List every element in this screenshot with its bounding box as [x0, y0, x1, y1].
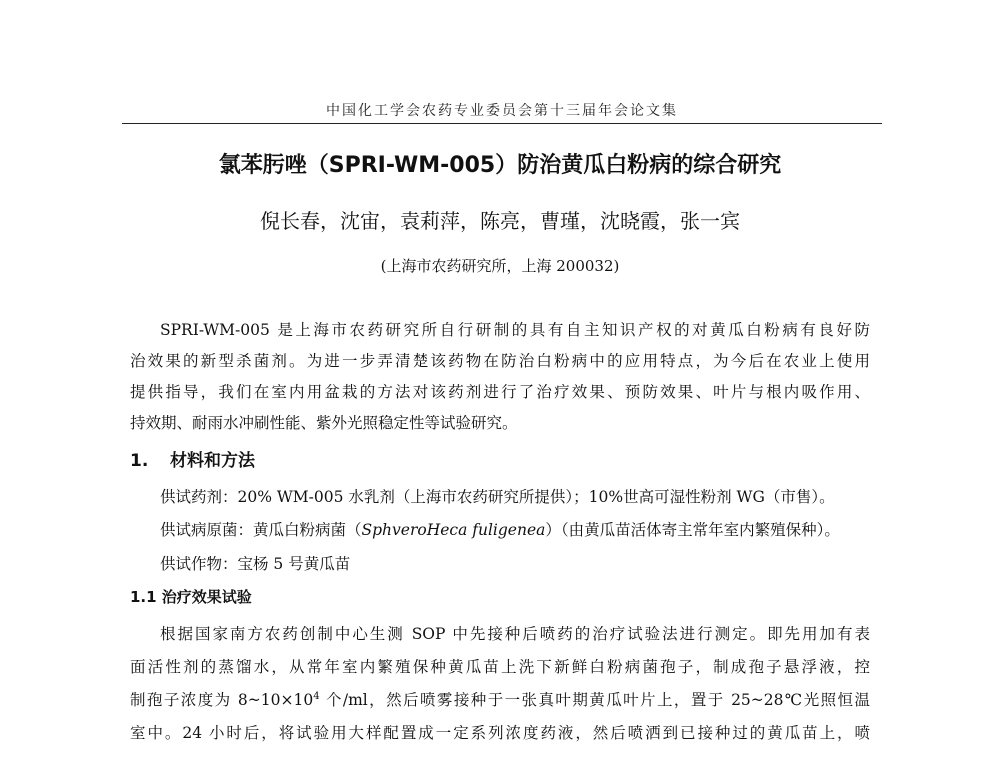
proceedings-header: 中国化工学会农药专业委员会第十三届年会论文集 [326, 103, 678, 119]
subsection-heading: 1.1 治疗效果试验 [130, 588, 252, 606]
intro-line-1: SPRI-WM-005 是上海市农药研究所自行研制的具有自主知识产权的对黄瓜白粉病有良好防 [160, 321, 870, 339]
pathogen-suffix: ）（由黄瓜苗活体寄主常年室内繁殖保种）。 [545, 521, 840, 539]
material-agent: 供试药剂：20% WM-005 水乳剂（上海市农药研究所提供）；10%世高可湿性粉剂 WG（市售）。 [160, 488, 835, 506]
exponent: 4 [313, 690, 320, 702]
paper-title: 氯苯肟唑（SPRI-WM-005）防治黄瓜白粉病的综合研究 [218, 153, 782, 178]
method-line-1: 根据国家南方农药创制中心生测 SOP 中先接种后喷药的治疗试验法进行测定。即先用加有表 [160, 625, 870, 643]
affiliation: (上海市农药研究所，上海 200032) [380, 257, 620, 275]
pathogen-prefix: 供试病原菌：黄瓜白粉病菌（ [160, 521, 362, 539]
method-line-3-post: 个/ml，然后喷雾接种于一张真叶期黄瓜叶片上，置于 25~28℃光照恒温 [319, 691, 870, 709]
intro-line-4: 持效期、耐雨水冲刷性能、紫外光照稳定性等试验研究。 [130, 414, 518, 432]
section-title: 材料和方法 [170, 451, 255, 471]
author-list: 倪长春，沈宙，袁莉萍，陈亮，曹瑾，沈晓霞，张一宾 [260, 209, 740, 233]
section-number: 1. [130, 451, 149, 471]
header-rule [122, 123, 882, 124]
method-line-3-pre: 制孢子浓度为 8~10×10 [130, 691, 314, 709]
section-heading [130, 446, 255, 471]
intro-line-2: 治效果的新型杀菌剂。为进一步弄清楚该药物在防治白粉病中的应用特点，为今后在农业上使用 [130, 352, 870, 370]
method-line-2: 面活性剂的蒸馏水，从常年室内繁殖保种黄瓜苗上洗下新鲜白粉病菌孢子，制成孢子悬浮液，控 [130, 658, 870, 676]
method-line-3 [130, 688, 870, 710]
method-line-4: 室中。24 小时后，将试验用大样配置成一定系列浓度药液，然后喷洒到已接种过的黄瓜苗上，喷 [130, 724, 870, 742]
material-crop: 供试作物：宝杨 5 号黄瓜苗 [160, 555, 351, 573]
material-pathogen [160, 518, 840, 540]
intro-line-3: 提供指导，我们在室内用盆栽的方法对该药剂进行了治疗效果、预防效果、叶片与根内吸作用、 [130, 383, 870, 401]
pathogen-latin-name: SphveroHeca fuligenea [361, 521, 546, 539]
